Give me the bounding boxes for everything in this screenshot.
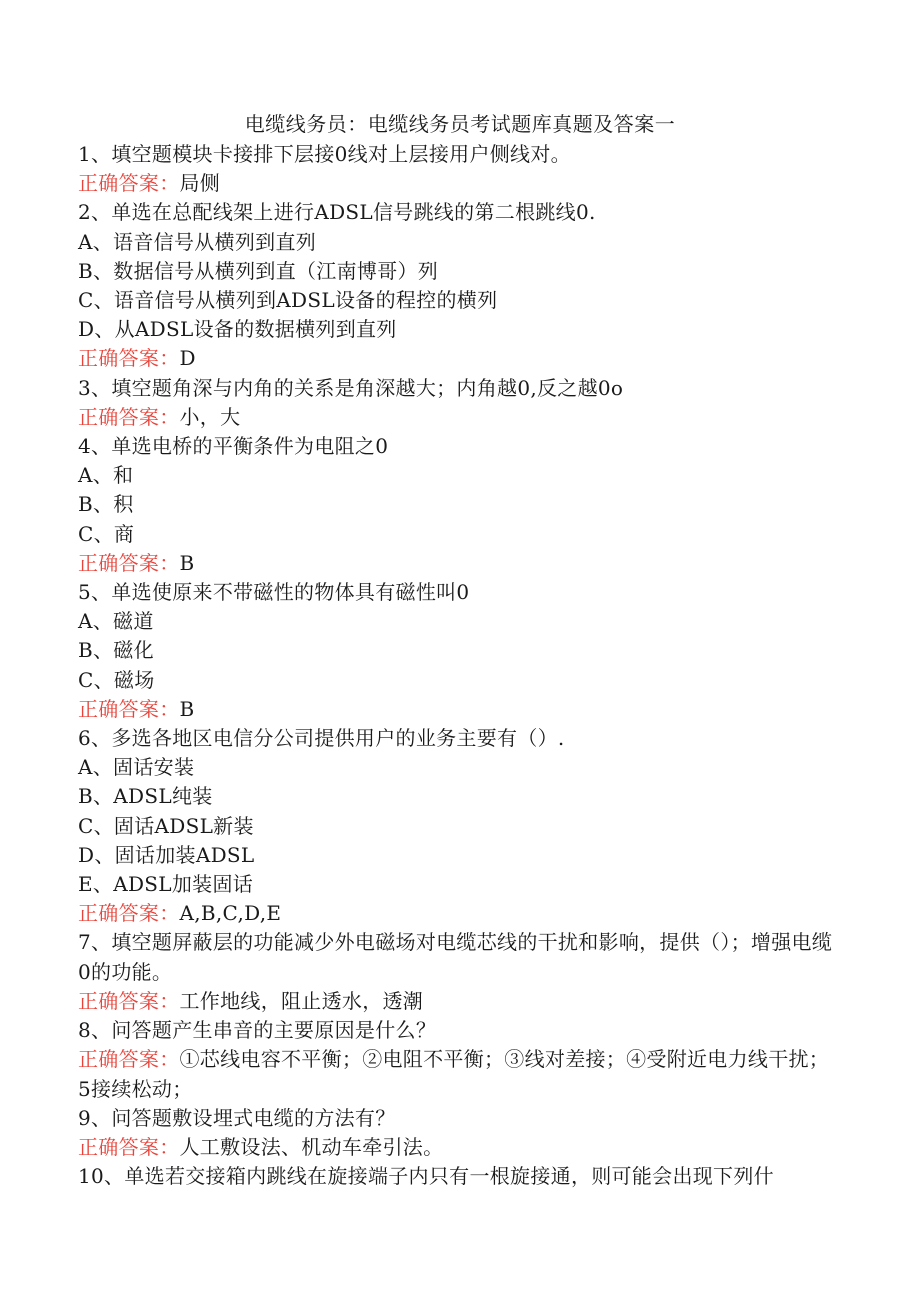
answer-value: ①芯线电容不平衡；②电阻不平衡；③线对差接；④受附近电力线干扰；5接续松动； <box>78 1047 830 1101</box>
answer-7 <box>78 987 838 1016</box>
answer-label: 正确答案： <box>78 1134 180 1159</box>
answer-label: 正确答案： <box>78 346 180 371</box>
question-2: 2、单选在总配线架上进行ADSL信号跳线的第二根跳线0. <box>78 200 596 225</box>
option-c: C、磁场 <box>78 667 155 692</box>
question-10: 10、单选若交接箱内跳线在旋接端子内只有一根旋接通，则可能会出现下列什 <box>78 1164 774 1189</box>
question-1: 1、填空题模块卡接排下层接0线对上层接用户侧线对。 <box>78 142 571 166</box>
answer-value: A,B,C,D,E <box>179 901 282 926</box>
option-b: B、积 <box>78 492 134 517</box>
answer-8 <box>78 1045 838 1103</box>
answer-5 <box>78 695 838 724</box>
option-c: C、语音信号从横列到ADSL设备的程控的横列 <box>78 288 498 313</box>
answer-value: 局侧 <box>179 171 221 196</box>
answer-label: 正确答案： <box>78 988 180 1013</box>
answer-label: 正确答案： <box>78 696 180 721</box>
answer-value: D <box>179 346 196 371</box>
option-a: A、和 <box>78 463 134 488</box>
answer-2 <box>78 344 838 373</box>
question-8: 8、问答题产生串音的主要原因是什么？ <box>78 1018 437 1043</box>
question-7: 7、填空题屏蔽层的功能减少外电磁场对电缆芯线的干扰和影响，提供（）；增强电缆0的功能。 <box>78 930 833 984</box>
option-a: A、语音信号从横列到直列 <box>78 229 317 254</box>
answer-label: 正确答案： <box>78 1047 180 1072</box>
question-3: 3、填空题角深与内角的关系是角深越大；内角越0,反之越0o <box>78 375 624 400</box>
question-5: 5、单选使原来不带磁性的物体具有磁性叫0 <box>78 580 470 605</box>
question-4: 4、单选电桥的平衡条件为电阻之0 <box>78 434 389 459</box>
option-d: D、从ADSL设备的数据横列到直列 <box>78 317 397 342</box>
answer-label: 正确答案： <box>78 171 180 196</box>
answer-label: 正确答案： <box>78 404 180 429</box>
option-a: A、磁道 <box>78 609 154 634</box>
answer-label: 正确答案： <box>78 550 180 575</box>
option-c: C、固话ADSL新装 <box>78 813 254 838</box>
answer-value: B <box>179 550 195 575</box>
question-9: 9、问答题敷设埋式电缆的方法有？ <box>78 1105 396 1130</box>
document-title: 电缆线务员：电缆线务员考试题库真题及答案一 <box>244 112 676 136</box>
question-list <box>78 140 838 1191</box>
answer-9 <box>78 1133 838 1162</box>
option-b: B、ADSL纯装 <box>78 784 213 809</box>
option-b: B、数据信号从横列到直（江南博哥）列 <box>78 258 439 283</box>
answer-value: 小，大 <box>179 404 241 429</box>
answer-3 <box>78 403 838 432</box>
option-e: E、ADSL加装固话 <box>78 872 254 897</box>
option-c: C、商 <box>78 521 135 546</box>
option-a: A、固话安装 <box>78 755 195 780</box>
option-d: D、固话加装ADSL <box>78 842 255 867</box>
answer-value: 工作地线，阻止透水，透潮 <box>179 988 424 1013</box>
answer-6 <box>78 899 838 928</box>
option-b: B、磁化 <box>78 638 154 663</box>
answer-value: 人工敷设法、机动车牵引法。 <box>179 1134 444 1159</box>
answer-label: 正确答案： <box>78 901 180 926</box>
answer-1 <box>78 169 838 198</box>
answer-value: B <box>179 696 195 721</box>
answer-4 <box>78 549 838 578</box>
question-6: 6、多选各地区电信分公司提供用户的业务主要有（）. <box>78 726 565 751</box>
